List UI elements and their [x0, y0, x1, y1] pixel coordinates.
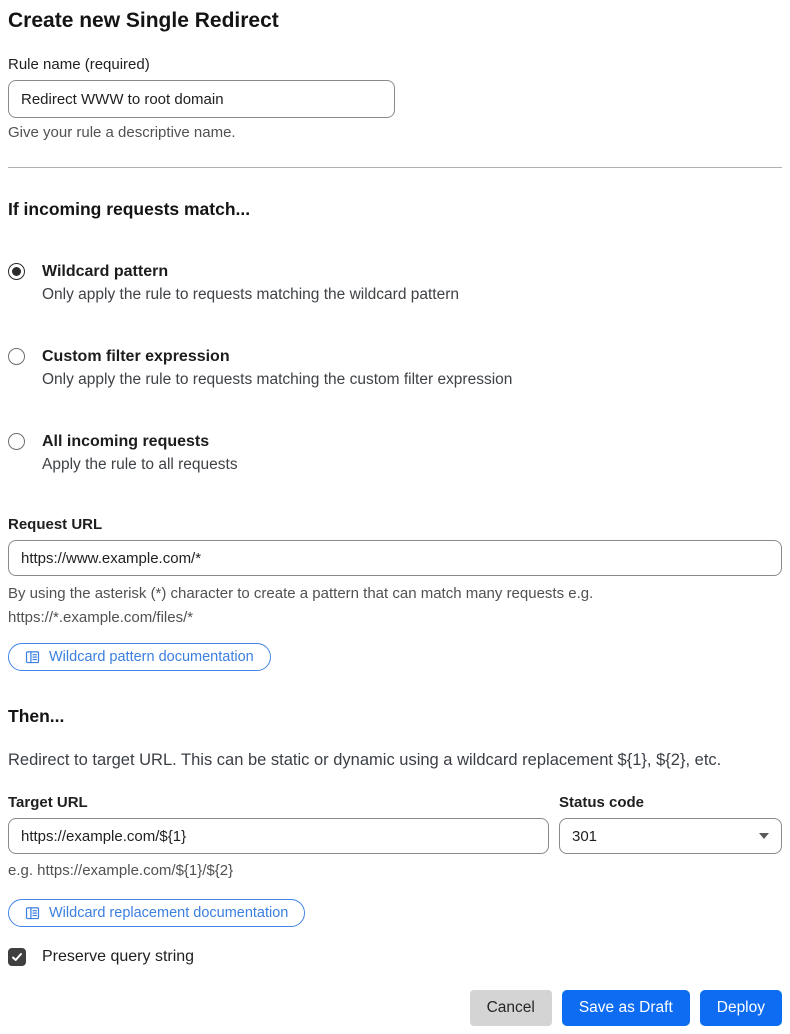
save-as-draft-button[interactable]: Save as Draft [562, 990, 690, 1026]
status-code-select[interactable] [559, 818, 782, 854]
radio-all-requests-description: Apply the rule to all requests [42, 456, 238, 473]
preserve-query-string-label: Preserve query string [42, 948, 195, 965]
book-icon [25, 650, 40, 665]
request-url-input[interactable] [8, 540, 782, 576]
deploy-button[interactable]: Deploy [700, 990, 782, 1026]
preserve-query-string-row[interactable] [8, 947, 782, 967]
target-url-help: e.g. https://example.com/${1}/${2} [8, 862, 234, 879]
rule-name-label: Rule name (required) [8, 56, 150, 73]
then-description: Redirect to target URL. This can be static or dynamic using a wildcard replacement ${1}, ${2}, etc. [8, 751, 722, 769]
page-title: Create new Single Redirect [8, 9, 279, 32]
radio-option-all-requests[interactable] [8, 432, 782, 476]
wildcard-replacement-doc-button[interactable] [8, 899, 305, 927]
rule-name-input[interactable] [8, 80, 395, 118]
book-icon [25, 906, 40, 921]
wildcard-replacement-doc-label: Wildcard replacement documentation [49, 905, 289, 921]
rule-name-help: Give your rule a descriptive name. [8, 124, 236, 141]
target-url-input[interactable] [8, 818, 549, 854]
then-section-heading: Then... [8, 706, 65, 726]
cancel-button[interactable]: Cancel [470, 990, 552, 1026]
target-row [8, 794, 782, 854]
match-section-heading: If incoming requests match... [8, 199, 251, 219]
radio-option-wildcard-pattern[interactable] [8, 262, 782, 306]
radio-option-custom-filter[interactable] [8, 347, 782, 391]
section-divider [8, 167, 782, 168]
rule-name-block [8, 56, 782, 142]
request-url-label: Request URL [8, 516, 103, 533]
footer-actions [8, 990, 782, 1026]
radio-custom-filter[interactable] [8, 348, 25, 365]
radio-wildcard-pattern-label: Wildcard pattern [42, 263, 169, 280]
request-url-block [8, 516, 782, 671]
radio-all-requests-label: All incoming requests [42, 433, 210, 450]
wildcard-pattern-doc-button[interactable] [8, 643, 271, 671]
request-url-help: By using the asterisk (*) character to create a pattern that can match many requests e.g. https://*.example.com/files/* [8, 585, 594, 626]
preserve-query-string-checkbox[interactable] [8, 948, 26, 966]
radio-wildcard-pattern-description: Only apply the rule to requests matching the wildcard pattern [42, 286, 460, 303]
radio-custom-filter-label: Custom filter expression [42, 348, 230, 365]
match-type-radio-group [8, 262, 782, 476]
radio-wildcard-pattern[interactable] [8, 263, 25, 280]
radio-all-requests[interactable] [8, 433, 25, 450]
wildcard-pattern-doc-label: Wildcard pattern documentation [49, 649, 254, 665]
status-code-label: Status code [559, 794, 645, 811]
target-url-label: Target URL [8, 794, 88, 811]
radio-custom-filter-description: Only apply the rule to requests matching the custom filter expression [42, 371, 513, 388]
